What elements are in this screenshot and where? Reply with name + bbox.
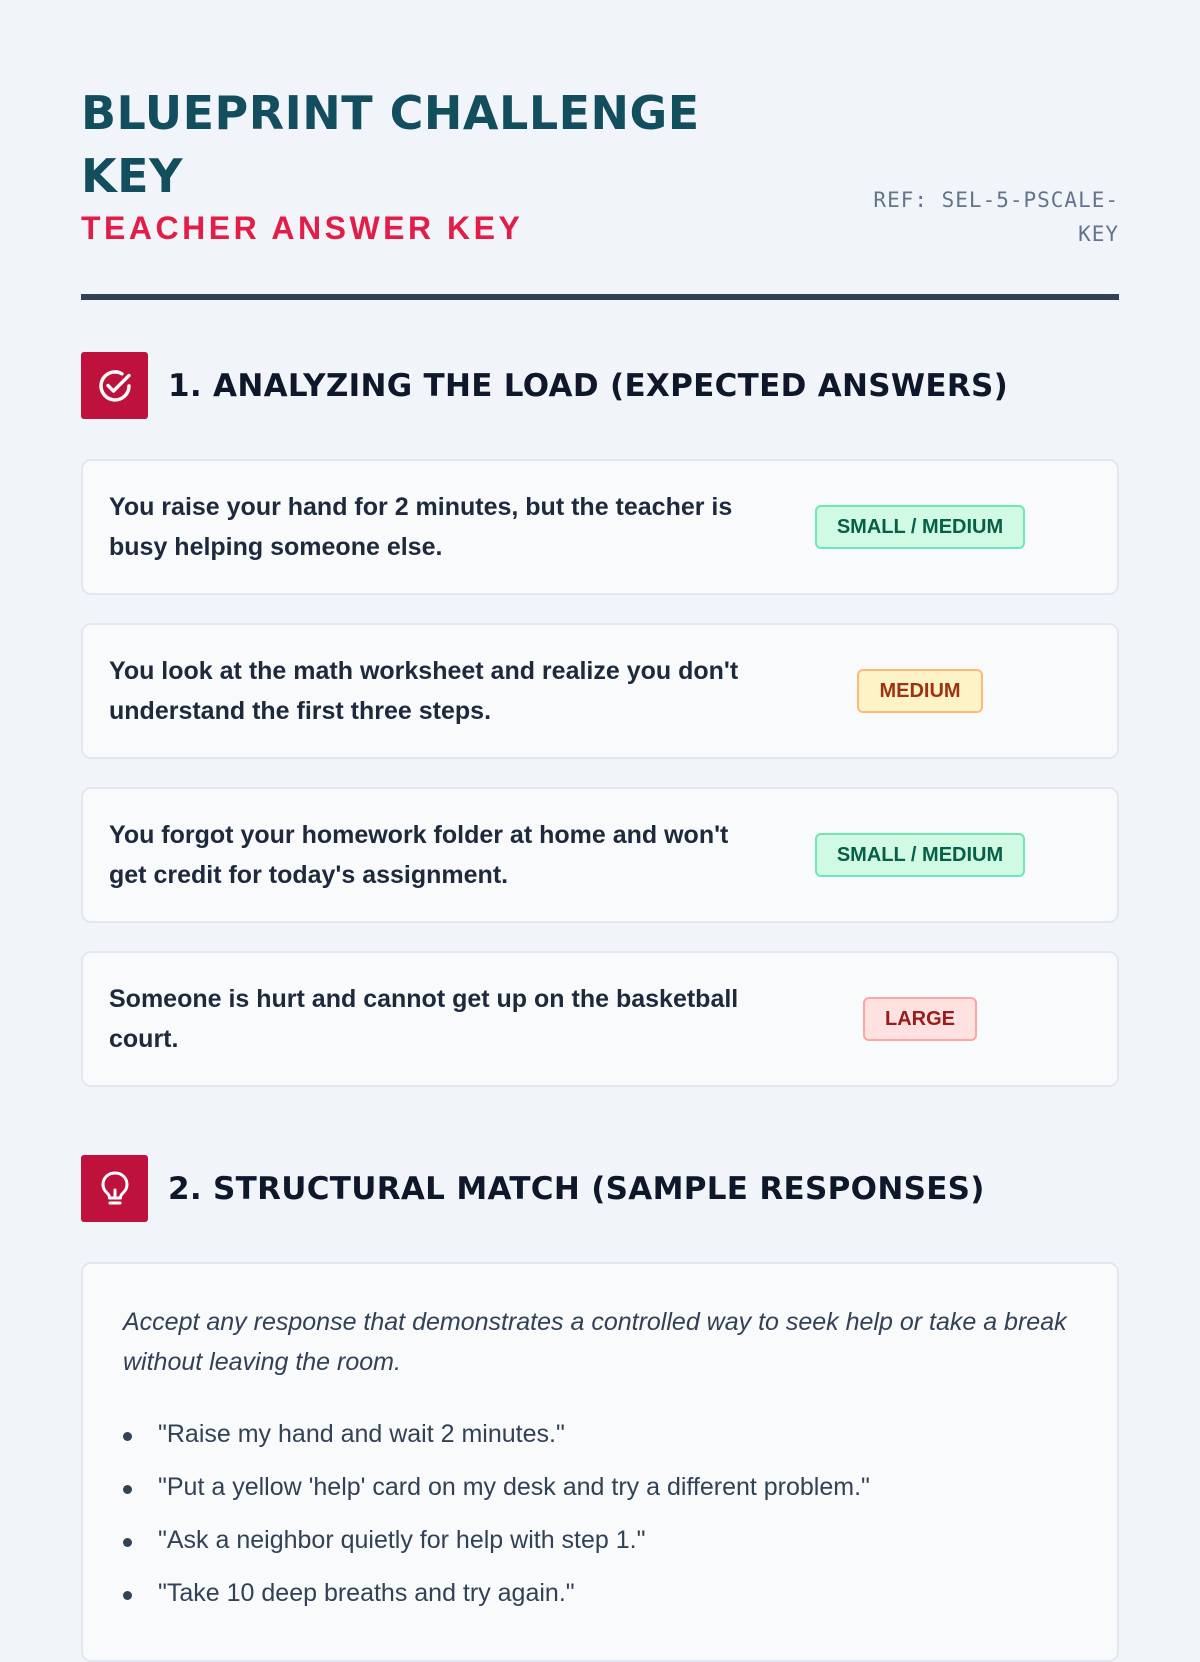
list-item: "Raise my hand and wait 2 minutes."	[123, 1408, 1077, 1461]
scenario-text: Someone is hurt and cannot get up on the basketball court.	[109, 985, 739, 1053]
scenario-text: You look at the math worksheet and realize you don't understand the first three steps.	[109, 657, 739, 725]
document-header	[81, 0, 1119, 246]
sample-responses-card	[81, 1262, 1119, 1662]
header-divider	[81, 294, 1119, 300]
scenario-text: You raise your hand for 2 minutes, but the teacher is busy helping someone else.	[109, 493, 733, 561]
reference-code: REF: SEL-5-PSCALE-KEY	[873, 188, 1119, 246]
scenario-card	[81, 623, 1119, 759]
list-item: "Ask a neighbor quietly for help with step 1."	[123, 1514, 1077, 1567]
list-item: "Put a yellow 'help' card on my desk and try a different problem."	[123, 1461, 1077, 1514]
list-item: "Take 10 deep breaths and try again."	[123, 1567, 1077, 1620]
scenario-card	[81, 787, 1119, 923]
section-title: 1. ANALYZING THE LOAD (EXPECTED ANSWERS)	[168, 367, 1009, 404]
scenario-text: You forgot your homework folder at home and won't get credit for today's assignment.	[109, 821, 729, 889]
scale-badge: LARGE	[863, 997, 977, 1041]
scenario-card	[81, 951, 1119, 1087]
scale-badge: SMALL / MEDIUM	[815, 505, 1025, 549]
section-analyzing-load	[81, 352, 1119, 1087]
section-structural-match	[81, 1155, 1119, 1662]
response-list	[123, 1408, 1077, 1620]
section-heading	[81, 1155, 1119, 1222]
grading-note: Accept any response that demonstrates a controlled way to seek help or take a break without leaving the room.	[123, 1308, 1067, 1376]
scenario-card	[81, 459, 1119, 595]
document-subtitle: TEACHER ANSWER KEY	[81, 210, 524, 246]
lightbulb-icon	[81, 1155, 148, 1222]
document-title: BLUEPRINT CHALLENGE KEY	[81, 86, 700, 203]
scale-badge: MEDIUM	[857, 669, 982, 713]
section-heading	[81, 352, 1119, 419]
section-title: 2. STRUCTURAL MATCH (SAMPLE RESPONSES)	[168, 1170, 985, 1207]
check-circle-icon	[81, 352, 148, 419]
scenario-list	[81, 459, 1119, 1087]
scale-badge: SMALL / MEDIUM	[815, 833, 1025, 877]
